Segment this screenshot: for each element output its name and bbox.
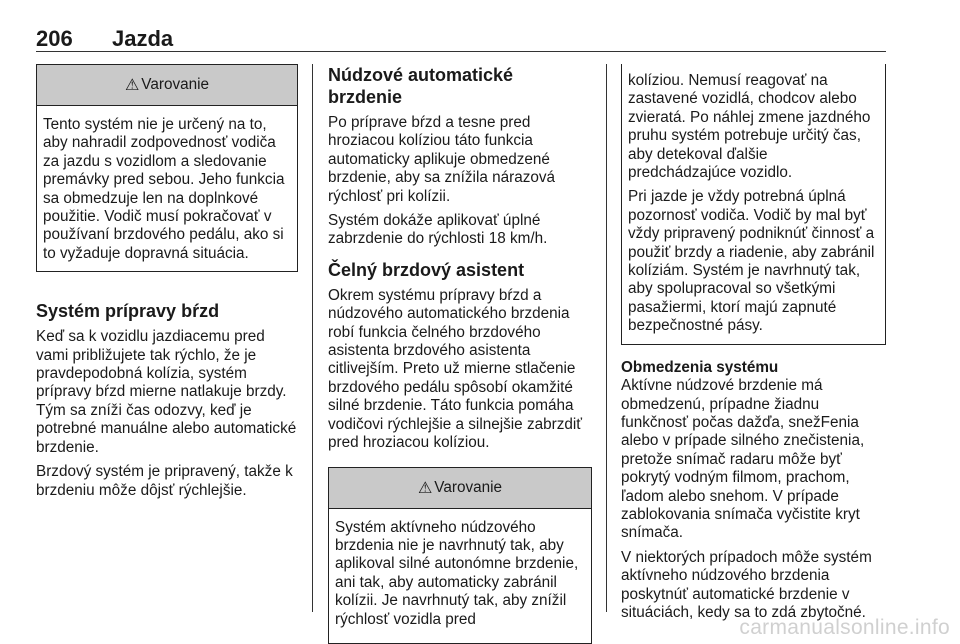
page-header	[36, 22, 886, 52]
paragraph: Brzdový systém je pripravený, takže k brzdeniu môže dôjsť rýchlejšie.	[36, 463, 293, 499]
section-heading: Systém prípravy bŕzd	[36, 301, 220, 322]
paragraph: Okrem systému prípravy bŕzd a núdzového automatického brzdenia robí funkcia čelného brzdového asistenta brzdového asistenta citlivejším. Preto už mierne stlačenie brzdového pedálu spôsobí okamžité silné brzdenie. Táto funkcia pomáha vodičovi rýchlejšie a silnejšie zabrzdiť pred hroziacou kolíziou.	[328, 286, 582, 452]
warning-text: Systém aktívneho núdzového brzdenia nie je navrhnutý tak, aby aplikoval silné autonómne brzdenie, ani tak, aby automaticky zabránil kolízii. Je navrhnutý tak, aby znížil rýchlosť vozidla pred	[335, 518, 579, 628]
warning-header	[329, 468, 591, 509]
warning-text: Pri jazde je vždy potrebná úplná pozornosť vodiča. Vodič by mal byť vždy pripravený podniknúť činnosť a použiť brzdy a riadenie, aby zabránil kolíziám. Systém je navrhnutý tak, aby spolupracoval so všetkými pasažiermi, ktorí majú zapnuté bezpečnostné pásy.	[628, 188, 875, 335]
warning-header	[37, 65, 297, 106]
paragraph: Keď sa k vozidlu jazdiacemu pred vami približujete tak rýchlo, že je pravdepodobná kolízia, systém prípravy bŕzd mierne natlakuje brzdy. Tým sa zníži čas odozvy, keď je potrebné manuálne alebo automatické brzdenie.	[36, 328, 297, 456]
section-heading: Čelný brzdový asistent	[328, 259, 525, 280]
warning-triangle-icon: ⚠	[417, 479, 433, 497]
column-1	[36, 64, 298, 506]
paragraph: Systém dokáže aplikovať úplné zabrzdenie do rýchlosti 18 km/h.	[328, 212, 548, 248]
column-2	[328, 64, 592, 644]
warning-box-continued	[621, 64, 886, 345]
column-divider-2	[606, 64, 607, 612]
paragraph: Aktívne núdzové brzdenie má obmedzenú, prípadne žiadnu funkčnosť počas dažďa, snežFenia alebo v prípade silného znečistenia, pretože snímač radaru môže byť pokrytý vodným filmom, prachom, ľadom alebo snehom. V prípade zablokovania snímača vyčistite kryt snímača.	[621, 377, 865, 542]
warning-title: Varovanie	[141, 76, 210, 93]
page-number: 206	[36, 26, 73, 51]
section-heading: Obmedzenia systému	[621, 358, 779, 376]
column-3	[621, 64, 886, 628]
section-heading: Núdzové automatické brzdenie	[328, 65, 514, 107]
warning-body	[329, 509, 591, 643]
warning-title: Varovanie	[434, 478, 503, 496]
warning-text: kolíziou. Nemusí reagovať na zastavené vozidlá, chodcov alebo zvieratá. Po náhlej zmene jazdného pruhu systém potrebuje určitý čas, aby detekoval ďalšie predchádzajúce vozidlo.	[628, 72, 871, 182]
header-rule	[36, 51, 886, 52]
paragraph: Po príprave bŕzd a tesne pred hroziacou kolíziou táto funkcia automaticky aplikuje obmedzené brzdenie, aby sa znížila nárazová rýchlosť pri kolízii.	[328, 114, 556, 205]
warning-box	[36, 64, 298, 272]
chapter-title: Jazda	[112, 26, 174, 51]
warning-box	[328, 467, 592, 644]
warning-text: Tento systém nie je určený na to, aby nahradil zodpovednosť vodiča za jazdu s vozidlom a sledovanie premávky pred sebou. Jeho funkcia sa obmedzuje len na doplnkové použitie. Vodič musí pokračovať v používaní brzdového pedálu, ako si to vyžaduje dopravná situácia.	[43, 116, 285, 262]
column-divider-1	[312, 64, 313, 612]
warning-triangle-icon: ⚠	[124, 77, 140, 94]
watermark: carmanualsonline.info	[739, 616, 950, 639]
warning-body	[37, 106, 297, 271]
paragraph: V niektorých prípadoch môže systém aktívneho núdzového brzdenia poskytnúť automatické brzdenie v situáciách, kedy sa to zdá zbytočné.	[621, 548, 872, 621]
